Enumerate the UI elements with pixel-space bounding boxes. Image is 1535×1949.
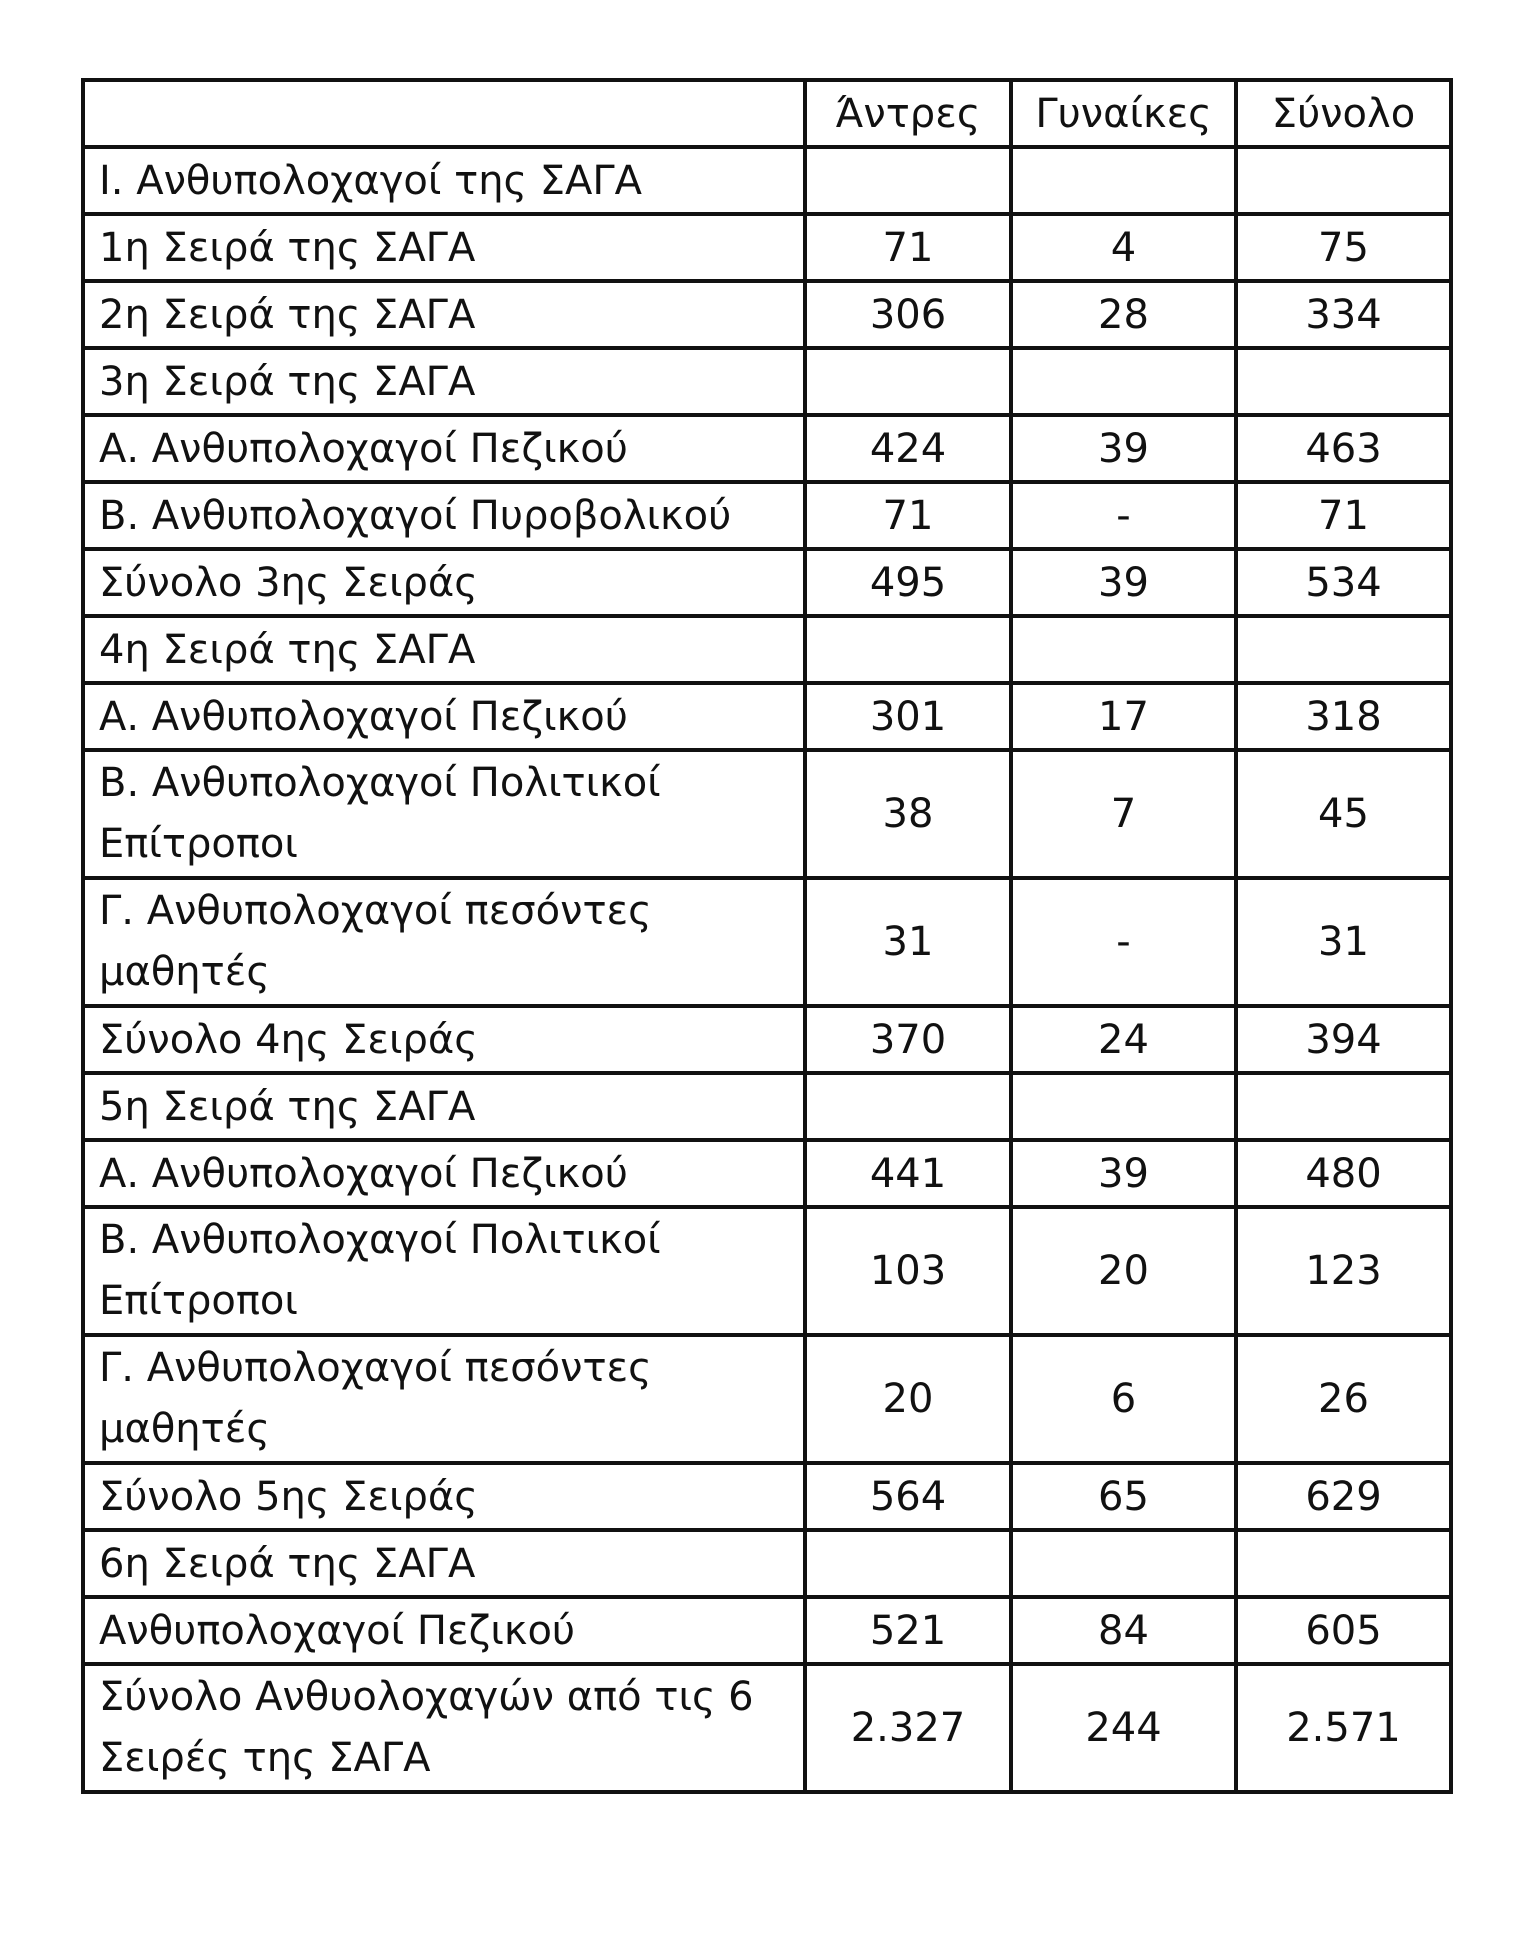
table-row <box>83 1530 1451 1597</box>
table-row <box>83 147 1451 214</box>
total-value <box>1236 1073 1451 1140</box>
total-value: 629 <box>1236 1463 1451 1530</box>
total-value: 75 <box>1236 214 1451 281</box>
header-row <box>83 80 1451 147</box>
table-row <box>83 616 1451 683</box>
women-value: 20 <box>1011 1207 1236 1335</box>
women-value: 4 <box>1011 214 1236 281</box>
row-label: Ι. Ανθυπολοχαγοί της ΣΑΓΑ <box>83 147 805 214</box>
women-value: 39 <box>1011 1140 1236 1207</box>
women-value: 244 <box>1011 1664 1236 1792</box>
women-value: 17 <box>1011 683 1236 750</box>
data-table <box>81 78 1453 1794</box>
row-label: Σύνολο Ανθυολοχαγών από τις 6 Σειρές της ΣΑΓΑ <box>83 1664 805 1792</box>
row-label: Γ. Ανθυπολοχαγοί πεσόντες μαθητές <box>83 1335 805 1463</box>
table-row <box>83 1335 1451 1463</box>
total-value: 463 <box>1236 415 1451 482</box>
header-total-cell: Σύνολο <box>1236 80 1451 147</box>
men-value: 301 <box>805 683 1011 750</box>
total-value <box>1236 616 1451 683</box>
row-label: Γ. Ανθυπολοχαγοί πεσόντες μαθητές <box>83 878 805 1006</box>
header-men-cell: Άντρες <box>805 80 1011 147</box>
row-label: 4η Σειρά της ΣΑΓΑ <box>83 616 805 683</box>
row-label: Α. Ανθυπολοχαγοί Πεζικού <box>83 1140 805 1207</box>
women-value <box>1011 147 1236 214</box>
row-label: Β. Ανθυπολοχαγοί Πυροβολικού <box>83 482 805 549</box>
women-value: 65 <box>1011 1463 1236 1530</box>
table-row <box>83 683 1451 750</box>
table-row <box>83 1140 1451 1207</box>
women-value <box>1011 348 1236 415</box>
table-row <box>83 1597 1451 1664</box>
men-value: 103 <box>805 1207 1011 1335</box>
table-row <box>83 878 1451 1006</box>
header-women-cell: Γυναίκες <box>1011 80 1236 147</box>
row-label: Α. Ανθυπολοχαγοί Πεζικού <box>83 415 805 482</box>
row-label: 2η Σειρά της ΣΑΓΑ <box>83 281 805 348</box>
women-value: 39 <box>1011 415 1236 482</box>
men-value <box>805 616 1011 683</box>
table-row <box>83 1463 1451 1530</box>
total-value: 31 <box>1236 878 1451 1006</box>
table-row <box>83 1664 1451 1792</box>
row-label: 5η Σειρά της ΣΑΓΑ <box>83 1073 805 1140</box>
men-value <box>805 348 1011 415</box>
total-value: 334 <box>1236 281 1451 348</box>
row-label: Β. Ανθυπολοχαγοί Πολιτικοί Επίτροποι <box>83 750 805 878</box>
total-value: 534 <box>1236 549 1451 616</box>
women-value: 39 <box>1011 549 1236 616</box>
men-value <box>805 147 1011 214</box>
men-value <box>805 1530 1011 1597</box>
total-value: 394 <box>1236 1006 1451 1073</box>
men-value: 564 <box>805 1463 1011 1530</box>
table-row <box>83 1073 1451 1140</box>
total-value: 123 <box>1236 1207 1451 1335</box>
men-value: 20 <box>805 1335 1011 1463</box>
row-label: 1η Σειρά της ΣΑΓΑ <box>83 214 805 281</box>
men-value: 71 <box>805 482 1011 549</box>
women-value: 24 <box>1011 1006 1236 1073</box>
women-value: 28 <box>1011 281 1236 348</box>
total-value: 71 <box>1236 482 1451 549</box>
total-value <box>1236 348 1451 415</box>
men-value: 71 <box>805 214 1011 281</box>
header-label-cell <box>83 80 805 147</box>
row-label: Σύνολο 5ης Σειράς <box>83 1463 805 1530</box>
row-label: Α. Ανθυπολοχαγοί Πεζικού <box>83 683 805 750</box>
total-value: 45 <box>1236 750 1451 878</box>
men-value: 521 <box>805 1597 1011 1664</box>
table-row <box>83 348 1451 415</box>
total-value <box>1236 1530 1451 1597</box>
row-label: 3η Σειρά της ΣΑΓΑ <box>83 348 805 415</box>
table-row <box>83 214 1451 281</box>
men-value: 38 <box>805 750 1011 878</box>
men-value: 2.327 <box>805 1664 1011 1792</box>
total-value: 605 <box>1236 1597 1451 1664</box>
men-value: 31 <box>805 878 1011 1006</box>
table-row <box>83 415 1451 482</box>
row-label: Ανθυπολοχαγοί Πεζικού <box>83 1597 805 1664</box>
row-label: Σύνολο 4ης Σειράς <box>83 1006 805 1073</box>
table-row <box>83 1006 1451 1073</box>
men-value <box>805 1073 1011 1140</box>
men-value: 495 <box>805 549 1011 616</box>
men-value: 424 <box>805 415 1011 482</box>
total-value: 2.571 <box>1236 1664 1451 1792</box>
men-value: 306 <box>805 281 1011 348</box>
women-value <box>1011 616 1236 683</box>
table-row <box>83 750 1451 878</box>
women-value <box>1011 1530 1236 1597</box>
table-row <box>83 1207 1451 1335</box>
men-value: 370 <box>805 1006 1011 1073</box>
table-row <box>83 281 1451 348</box>
row-label: 6η Σειρά της ΣΑΓΑ <box>83 1530 805 1597</box>
row-label: Σύνολο 3ης Σειράς <box>83 549 805 616</box>
women-value: 6 <box>1011 1335 1236 1463</box>
row-label: Β. Ανθυπολοχαγοί Πολιτικοί Επίτροποι <box>83 1207 805 1335</box>
men-value: 441 <box>805 1140 1011 1207</box>
total-value <box>1236 147 1451 214</box>
women-value: - <box>1011 482 1236 549</box>
total-value: 26 <box>1236 1335 1451 1463</box>
table-row <box>83 482 1451 549</box>
women-value: - <box>1011 878 1236 1006</box>
total-value: 318 <box>1236 683 1451 750</box>
women-value: 84 <box>1011 1597 1236 1664</box>
women-value: 7 <box>1011 750 1236 878</box>
women-value <box>1011 1073 1236 1140</box>
table-row <box>83 549 1451 616</box>
total-value: 480 <box>1236 1140 1451 1207</box>
